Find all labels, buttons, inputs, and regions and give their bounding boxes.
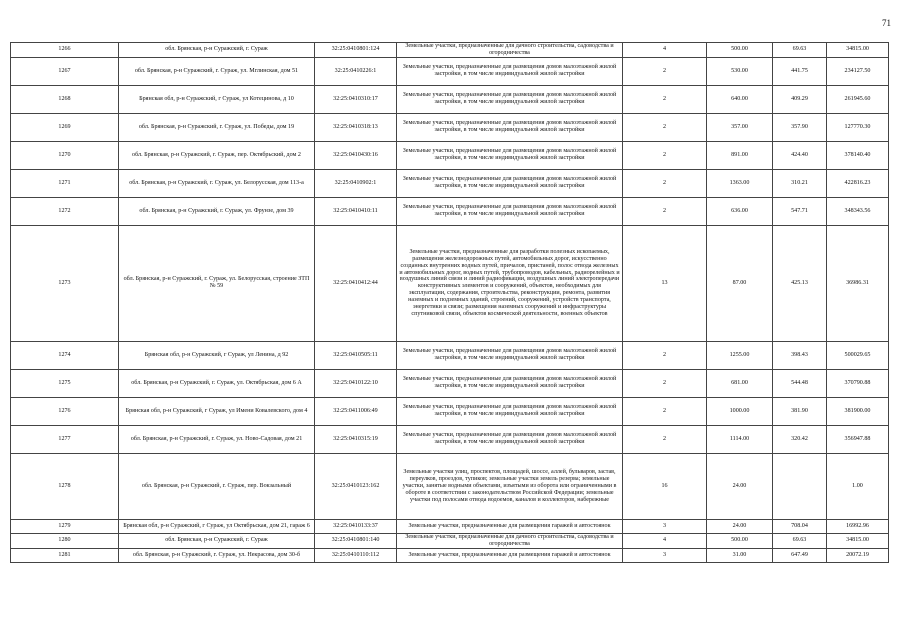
- cadastral-value-cell: 348343.56: [827, 197, 889, 225]
- cadastral-value-cell: 34815.00: [827, 43, 889, 58]
- row-number: 1276: [11, 397, 119, 425]
- cadastral-value-cell: 422816.23: [827, 169, 889, 197]
- row-number: 1268: [11, 85, 119, 113]
- use-group-cell: 13: [623, 225, 707, 341]
- cadastral-value-cell: 1.00: [827, 453, 889, 519]
- land-cadastral-value-table: [10, 42, 889, 563]
- cadastral-number-cell: 32:25:0410226:1: [315, 57, 397, 85]
- cadastral-value-cell: 34815.00: [827, 533, 889, 548]
- specific-value-cell: 69.63: [773, 43, 827, 58]
- cadastral-number-cell: 32:25:0410902:1: [315, 169, 397, 197]
- row-number: 1279: [11, 519, 119, 533]
- address-cell: обл. Брянская, р-н Суражский, г. Сураж, пер. Октябрьский, дом 2: [119, 141, 315, 169]
- cadastral-number-cell: 32:25:0410801:124: [315, 43, 397, 58]
- cadastral-number-cell: 32:25:0411006:49: [315, 397, 397, 425]
- row-number: 1269: [11, 113, 119, 141]
- use-group-cell: 2: [623, 341, 707, 369]
- address-cell: обл. Брянская, р-н Суражский, г. Сураж, ул. Мглинская, дом 51: [119, 57, 315, 85]
- address-cell: обл. Брянская, р-н Суражский, г. Сураж, ул. Победы, дом 19: [119, 113, 315, 141]
- cadastral-value-cell: 16992.96: [827, 519, 889, 533]
- use-group-cell: 2: [623, 397, 707, 425]
- table-row: [11, 397, 889, 425]
- use-group-cell: 3: [623, 548, 707, 562]
- table-row: [11, 453, 889, 519]
- area-cell: 1000.00: [707, 397, 773, 425]
- use-group-cell: 4: [623, 533, 707, 548]
- area-cell: 636.00: [707, 197, 773, 225]
- use-group-cell: 2: [623, 369, 707, 397]
- table-row: [11, 369, 889, 397]
- table-row: [11, 548, 889, 562]
- address-cell: обл. Брянская, р-н Суражский, г. Сураж, ул. Белорусская, строение ЗТП № 59: [119, 225, 315, 341]
- specific-value-cell: 409.29: [773, 85, 827, 113]
- address-cell: Брянская обл, р-н Суражский, г Сураж, ул Котецинова, д 10: [119, 85, 315, 113]
- table-row: [11, 341, 889, 369]
- row-number: 1281: [11, 548, 119, 562]
- use-group-cell: 2: [623, 169, 707, 197]
- use-group-cell: 2: [623, 425, 707, 453]
- table-row: [11, 197, 889, 225]
- land-use-cell: Земельные участки, предназначенные для размещения домов малоэтажной жилой застройки, в том числе индивидуальной жилой застройки: [397, 197, 623, 225]
- cadastral-number-cell: 32:25:0410430:16: [315, 141, 397, 169]
- specific-value-cell: 69.63: [773, 533, 827, 548]
- use-group-cell: 2: [623, 197, 707, 225]
- area-cell: 357.00: [707, 113, 773, 141]
- specific-value-cell: 441.75: [773, 57, 827, 85]
- land-use-cell: Земельные участки, предназначенные для размещения гаражей и автостоянок: [397, 519, 623, 533]
- row-number: 1271: [11, 169, 119, 197]
- specific-value-cell: 310.21: [773, 169, 827, 197]
- cadastral-number-cell: 32:25:0410801:140: [315, 533, 397, 548]
- row-number: 1275: [11, 369, 119, 397]
- address-cell: Брянская обл, р-н Суражский, г Сураж, ул Октябрьская, дом 21, гараж 6: [119, 519, 315, 533]
- land-use-cell: Земельные участки, предназначенные для размещения домов малоэтажной жилой застройки, в том числе индивидуальной жилой застройки: [397, 341, 623, 369]
- land-use-cell: Земельные участки, предназначенные для размещения домов малоэтажной жилой застройки, в том числе индивидуальной жилой застройки: [397, 369, 623, 397]
- address-cell: обл. Брянская, р-н Суражский, г. Сураж: [119, 43, 315, 58]
- cadastral-number-cell: 32:25:0410123:162: [315, 453, 397, 519]
- specific-value-cell: 647.49: [773, 548, 827, 562]
- specific-value-cell: 547.71: [773, 197, 827, 225]
- specific-value-cell: 320.42: [773, 425, 827, 453]
- use-group-cell: 2: [623, 113, 707, 141]
- address-cell: обл. Брянская, р-н Суражский, г. Сураж, ул. Октябрьская, дом 6 А: [119, 369, 315, 397]
- land-use-cell: Земельные участки, предназначенные для размещения домов малоэтажной жилой застройки, в том числе индивидуальной жилой застройки: [397, 169, 623, 197]
- area-cell: 1363.00: [707, 169, 773, 197]
- land-use-cell: Земельные участки улиц, проспектов, площадей, шоссе, аллей, бульваров, застав, переулков, проездов, тупиков; земельные участки земель резерва; земельные участки, занятые водными объектами, изъятыми из оборота или ограниченными в обороте в соответствии с законодательством Российской Федерации; земельные участки под полосами отвода водоемов, каналов и коллекторов, набережные: [397, 453, 623, 519]
- address-cell: обл. Брянская, р-н Суражский, г. Сураж, пер. Вокзальный: [119, 453, 315, 519]
- use-group-cell: 2: [623, 141, 707, 169]
- specific-value-cell: 425.13: [773, 225, 827, 341]
- row-number: 1273: [11, 225, 119, 341]
- area-cell: 681.00: [707, 369, 773, 397]
- cadastral-value-cell: 36986.31: [827, 225, 889, 341]
- row-number: 1270: [11, 141, 119, 169]
- area-cell: 87.00: [707, 225, 773, 341]
- area-cell: 1114.00: [707, 425, 773, 453]
- area-cell: 891.00: [707, 141, 773, 169]
- area-cell: 24.00: [707, 519, 773, 533]
- address-cell: обл. Брянская, р-н Суражский, г. Сураж, ул. Белорусская, дом 113-а: [119, 169, 315, 197]
- cadastral-number-cell: 32:25:0410318:13: [315, 113, 397, 141]
- row-number: 1272: [11, 197, 119, 225]
- cadastral-number-cell: 32:25:0410122:10: [315, 369, 397, 397]
- table-row: [11, 57, 889, 85]
- area-cell: 640.00: [707, 85, 773, 113]
- address-cell: обл. Брянская, р-н Суражский, г. Сураж, ул. Фрунзе, дом 39: [119, 197, 315, 225]
- table-row: [11, 533, 889, 548]
- table-row: [11, 85, 889, 113]
- land-use-cell: Земельные участки, предназначенные для дачного строительства, садоводства и огородничества: [397, 533, 623, 548]
- row-number: 1274: [11, 341, 119, 369]
- land-use-cell: Земельные участки, предназначенные для размещения домов малоэтажной жилой застройки, в том числе индивидуальной жилой застройки: [397, 57, 623, 85]
- cadastral-value-cell: 261945.60: [827, 85, 889, 113]
- cadastral-value-cell: 378140.40: [827, 141, 889, 169]
- land-use-cell: Земельные участки, предназначенные для размещения домов малоэтажной жилой застройки, в том числе индивидуальной жилой застройки: [397, 397, 623, 425]
- land-use-cell: Земельные участки, предназначенные для размещения гаражей и автостоянок: [397, 548, 623, 562]
- address-cell: обл. Брянская, р-н Суражский, г. Сураж, ул. Ново-Садовая, дом 21: [119, 425, 315, 453]
- cadastral-number-cell: 32:25:0410110:112: [315, 548, 397, 562]
- row-number: 1278: [11, 453, 119, 519]
- table-row: [11, 519, 889, 533]
- use-group-cell: 4: [623, 43, 707, 58]
- row-number: 1267: [11, 57, 119, 85]
- specific-value-cell: 357.90: [773, 113, 827, 141]
- cadastral-value-cell: 370790.88: [827, 369, 889, 397]
- specific-value-cell: 708.04: [773, 519, 827, 533]
- address-cell: Брянская обл, р-н Суражский, г Сураж, ул Имени Ковалевского, дом 4: [119, 397, 315, 425]
- address-cell: Брянская обл, р-н Суражский, г Сураж, ул Ленина, д 92: [119, 341, 315, 369]
- cadastral-value-cell: 127770.30: [827, 113, 889, 141]
- specific-value-cell: [773, 453, 827, 519]
- use-group-cell: 3: [623, 519, 707, 533]
- use-group-cell: 2: [623, 85, 707, 113]
- table-row: [11, 425, 889, 453]
- land-use-cell: Земельные участки, предназначенные для разработки полезных ископаемых, размещения железнодорожных путей, автомобильных дорог, искусственно созданных внутренних водных путей, причалов, пристаней, полос отвода железных и автомобильных дорог, водных путей, трубопроводов, кабельных, радиорелейных и воздушных линий связи и линий радиофикации, воздушных линий электропередачи конструктивных элементов и сооружений, объектов, необходимых для эксплуатации, содержания, строительства, реконструкции, ремонта, развития наземных и подземных зданий, строений, сооружений, устройств транспорта, энергетики и связи; размещения наземных сооружений и инфраструктуры спутниковой связи, объектов космической деятельности, военных объектов: [397, 225, 623, 341]
- use-group-cell: 2: [623, 57, 707, 85]
- land-use-cell: Земельные участки, предназначенные для размещения домов малоэтажной жилой застройки, в том числе индивидуальной жилой застройки: [397, 425, 623, 453]
- table-row: [11, 169, 889, 197]
- cadastral-number-cell: 32:25:0410315:19: [315, 425, 397, 453]
- address-cell: обл. Брянская, р-н Суражский, г. Сураж: [119, 533, 315, 548]
- area-cell: 530.00: [707, 57, 773, 85]
- cadastral-value-cell: 20072.19: [827, 548, 889, 562]
- land-use-cell: Земельные участки, предназначенные для дачного строительства, садоводства и огородничества: [397, 43, 623, 58]
- table-row: [11, 141, 889, 169]
- use-group-cell: 16: [623, 453, 707, 519]
- cadastral-number-cell: 32:25:0410410:11: [315, 197, 397, 225]
- land-use-cell: Земельные участки, предназначенные для размещения домов малоэтажной жилой застройки, в том числе индивидуальной жилой застройки: [397, 113, 623, 141]
- area-cell: 1255.00: [707, 341, 773, 369]
- area-cell: 24.00: [707, 453, 773, 519]
- cadastral-number-cell: 32:25:0410505:11: [315, 341, 397, 369]
- cadastral-number-cell: 32:25:0410412:44: [315, 225, 397, 341]
- cadastral-number-cell: 32:25:0410310:17: [315, 85, 397, 113]
- specific-value-cell: 381.90: [773, 397, 827, 425]
- cadastral-number-cell: 32:25:0410133:37: [315, 519, 397, 533]
- table-row: [11, 43, 889, 58]
- specific-value-cell: 424.40: [773, 141, 827, 169]
- specific-value-cell: 398.43: [773, 341, 827, 369]
- page-number: 71: [882, 18, 891, 28]
- cadastral-value-cell: 234127.50: [827, 57, 889, 85]
- area-cell: 500.00: [707, 533, 773, 548]
- cadastral-value-cell: 500029.65: [827, 341, 889, 369]
- table-row: [11, 113, 889, 141]
- land-use-cell: Земельные участки, предназначенные для размещения домов малоэтажной жилой застройки, в том числе индивидуальной жилой застройки: [397, 141, 623, 169]
- address-cell: обл. Брянская, р-н Суражский, г. Сураж, ул. Некрасова, дом 30-б: [119, 548, 315, 562]
- specific-value-cell: 544.48: [773, 369, 827, 397]
- area-cell: 31.00: [707, 548, 773, 562]
- area-cell: 500.00: [707, 43, 773, 58]
- row-number: 1280: [11, 533, 119, 548]
- row-number: 1277: [11, 425, 119, 453]
- table-row: [11, 225, 889, 341]
- land-use-cell: Земельные участки, предназначенные для размещения домов малоэтажной жилой застройки, в том числе индивидуальной жилой застройки: [397, 85, 623, 113]
- row-number: 1266: [11, 43, 119, 58]
- cadastral-value-cell: 381900.00: [827, 397, 889, 425]
- cadastral-value-cell: 356947.88: [827, 425, 889, 453]
